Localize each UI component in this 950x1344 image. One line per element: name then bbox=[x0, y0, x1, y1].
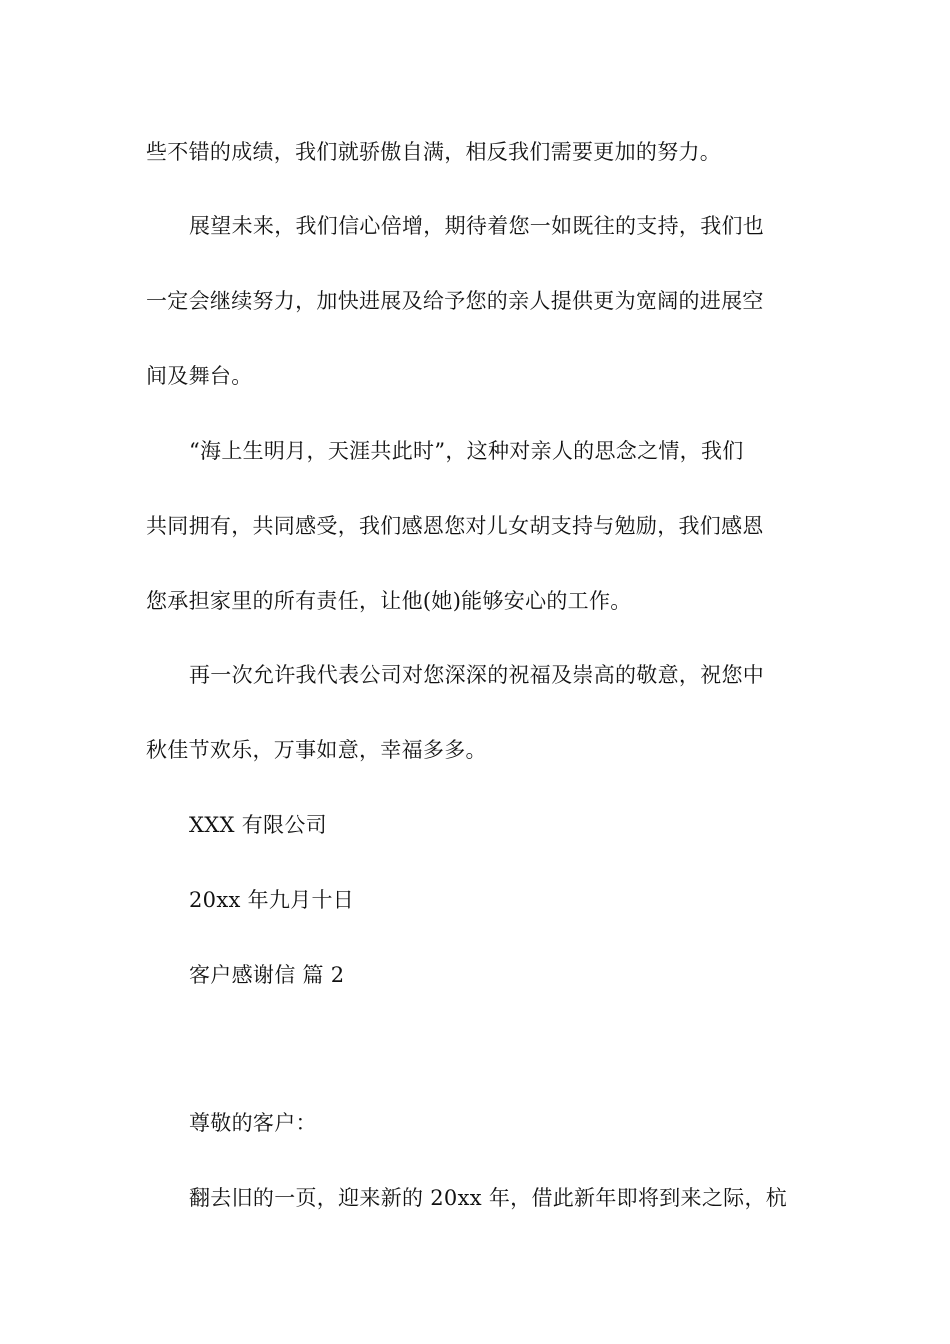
text-line: 翻去旧的一页，迎来新的 20xx 年，借此新年即将到来之际，杭 bbox=[189, 1186, 788, 1210]
text-line: 些不错的成绩，我们就骄傲自满，相反我们需要更加的努力。 bbox=[146, 140, 722, 164]
text-line: 再一次允许我代表公司对您深深的祝福及崇高的敬意，祝您中 bbox=[189, 663, 765, 687]
section-heading: 客户感谢信 篇 2 bbox=[189, 963, 345, 987]
text-line: 一定会继续努力，加快进展及给予您的亲人提供更为宽阔的进展空 bbox=[146, 289, 764, 313]
text-line: “海上生明月，天涯共此时”，这种对亲人的思念之情，我们 bbox=[189, 439, 744, 463]
letter-salutation: 尊敬的客户： bbox=[189, 1111, 317, 1135]
company-signature: XXX 有限公司 bbox=[189, 813, 327, 837]
text-line: 间及舞台。 bbox=[146, 364, 253, 388]
text-line: 您承担家里的所有责任，让他(她)能够安心的工作。 bbox=[146, 589, 632, 613]
text-line: 展望未来，我们信心倍增，期待着您一如既往的支持，我们也 bbox=[189, 214, 765, 238]
text-line: 秋佳节欢乐，万事如意，幸福多多。 bbox=[146, 738, 487, 762]
text-line: 共同拥有，共同感受，我们感恩您对儿女胡支持与勉励，我们感恩 bbox=[146, 514, 764, 538]
letter-date: 20xx 年九月十日 bbox=[189, 888, 355, 912]
